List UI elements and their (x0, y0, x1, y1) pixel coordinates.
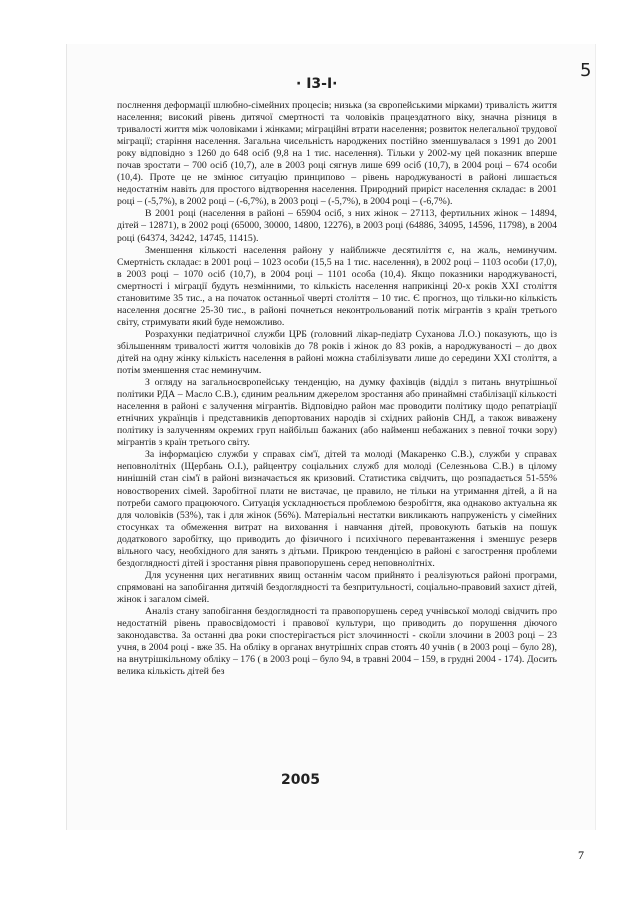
handwritten-year-mark: 2005 (281, 772, 320, 788)
page-number: 7 (578, 848, 584, 862)
handwritten-header-mark: · Ι3-Ι· (296, 76, 338, 92)
paragraph: Аналіз стану запобігання бездоглядності та правопорушень серед учнівської молоді свідчить про недостатній рівень правосвідомості і правової культури, що приводить до порушення діючого законодавства. За останні два роки спостерігається ріст злочинності - скоїли злочини в 2003 році – 23 учня, в 2004 році - вже 35. На обліку в органах внутрішніх справ стоять 40 учнів ( в 2003 році – було 28), на внутрішкільному обліку – 176 ( в 2003 році – було 94, в травні 2004 – 159, в грудні 2004 - 174). Досить велика кількість дітей без (117, 605, 557, 678)
paragraph: З огляду на загальноєвропейську тенденцію, на думку фахівців (відділ з питань внутрішньої політики РДА – Масло С.В.), єдиним реальним джерелом зростання або принаймні стабілізації кількості населення в районі є залучення мігрантів. Відповідно район має проводити політику щодо репатріації етнічних українців і представників депортованих народів зі східних районів СНД, а також виважену політику із залученням окремих груп найбільш бажаних (або найменш небажаних з певної точки зору) мігрантів з країн третього світу. (117, 377, 557, 449)
paragraph: Зменшення кількості населення району у найближче десятиліття є, на жаль, неминучим. Смертність складає: в 2001 році – 1023 особи (15,5 на 1 тис. населення), в 2002 році – 1103 особи (17,0), в 2003 році – 1070 осіб (10,7), в 2004 році – 1101 особа (10,4). Якщо показники народжуваності, смертності і міграції будуть незмінними, то кількість населення наприкінці 20-х років XXI століття становитиме 35 тис., а на початок останньої чверті століття – 10 тис. Є прогноз, що тільки-но кількість населення досягне 25-30 тис., в районі почнеться неконтрольований потік мігрантів з країн третього світу, стримувати який буде неможливо. (117, 244, 557, 328)
paragraph: В 2001 році (населення в районі – 65904 осіб, з них жінок – 27113, фертильних жінок – 14894, дітей – 12871), в 2002 році (65000, 30000, 14800, 12276), в 2003 році (64886, 34095, 14596, 11798), в 2004 році (64374, 34242, 14745, 11415). (117, 208, 557, 244)
paragraph: Розрахунки педіатричної служби ЦРБ (головний лікар-педіатр Суханова Л.О.) показують, що із збільшенням тривалості життя чоловіків до 78 років і жінок до 83 років, а народжуваності – до двох дітей на одну жінку кількість населення в районі можна стабілізувати лише до середини XXI століття, а потім зменшення стає неминучим. (117, 328, 557, 377)
paragraph: Для усунення цих негативних явищ останнім часом прийнято і реалізуються районі програми, спрямовані на запобігання дитячій бездоглядності та безпритульності, соціально-правовий захист дітей, жінок і загалом сімей. (117, 569, 557, 605)
paragraph: послнення деформації шлюбно-сімейних процесів; низька (за європейськими мірками) тривалість життя населення; високий рівень дитячої смертності та чоловіків працездатного віку, значна різниця в тривалості життя між чоловіками і жінками; міграційні втрати населення; розвиток нелегальної трудової міграції; старіння населення. Загальна чисельність народжених постійно зменшувалася з 1991 до 2001 року відповідно з 1260 до 648 осіб (9,8 на 1 тис. населення). Тільки у 2002-му цей показник вперше почав зростати – 700 осіб (10,7), але в 2003 році сягнув лише 699 осіб (10,7), в 2004 році – 674 особи (10,4). Проте це не змінює ситуацію принципово – рівень народжуваності в районі лишається недостатнім навіть для простого відтворення населення. Природний приріст населення складає: в 2001 році – (-5,7%), в 2002 році – (-6,7%), в 2003 році – (-5,7%), в 2004 році – (-6,7%). (117, 100, 557, 208)
paragraph: За інформацією служби у справах сім'ї, дітей та молоді (Макаренко С.В.), служби у справах неповнолітніх (Щербань О.І.), райцентру соціальних служб для молоді (Селезньова С.В.) в цілому нинішній стан сім'ї в районі визначається як кризовий. Статистика свідчить, що розпадається 51-55% новостворених сімей. Заробітної плати не вистачає, це правило, не тільки на утримання дітей, а й на потреби самого працюючого. Ситуація ускладнюється проблемою безробіття, яка однаково актуальна як для чоловіків (53%), так і для жінок (56%). Матеріальні нестатки викликають напруженість у сімейних стосунках та обмеження витрат на виховання і навчання дітей, провокують батьків на пошук додаткового заробітку, що приводить до фізичного і психічного перевантаження і зменшує резерв вільного часу, необхідного для занять з дітьми. Прикрою тенденцією в районі є загострення проблеми бездоглядності дітей і зростання рівня правопорушень серед неповнолітніх. (117, 449, 557, 569)
handwritten-page-number: 5 (580, 60, 592, 81)
document-body (117, 100, 557, 678)
